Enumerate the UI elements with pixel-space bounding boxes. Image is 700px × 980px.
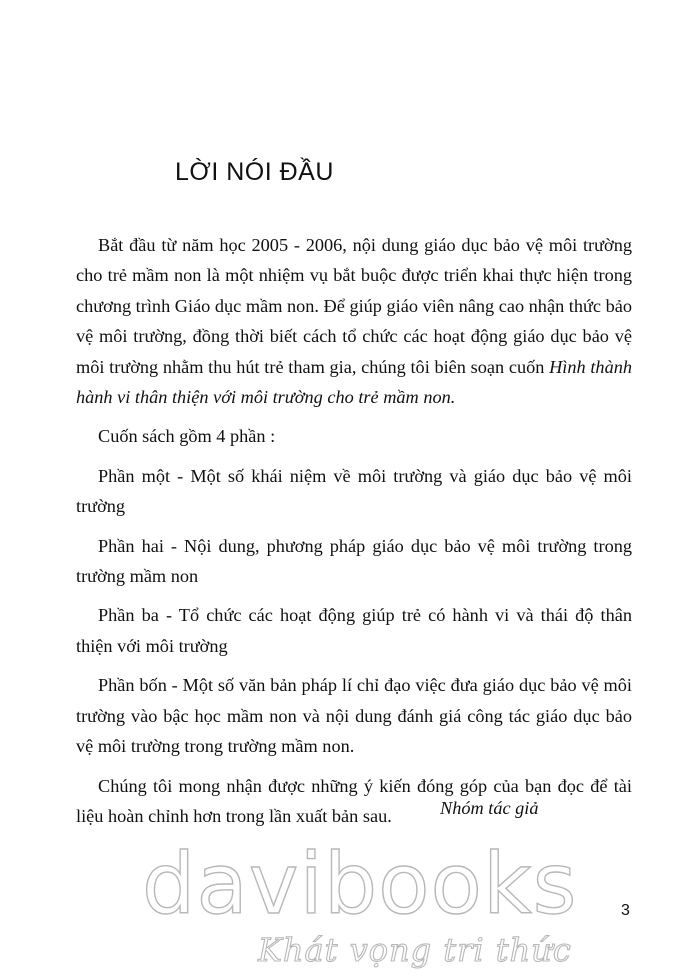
intro-text: Bắt đầu từ năm học 2005 - 2006, nội dung giáo dục bảo vệ môi trường cho trẻ mầm non là một nhiệm vụ bắt buộc được triển khai thực hiện trong chương trình Giáo dục mầm non. Để giúp giáo viên nâng cao nhận thức bảo vệ môi trường, đồng thời biết cách tổ chức các hoạt động giáo dục bảo vệ môi trường nhằm thu hút trẻ tham gia, chúng tôi biên soạn cuốn bbox=[76, 235, 632, 377]
preface-body bbox=[76, 230, 632, 831]
intro-paragraph bbox=[76, 230, 632, 412]
page-number: 3 bbox=[621, 902, 630, 919]
closing-paragraph: Chúng tôi mong nhận được những ý kiến đóng góp của bạn đọc để tài liệu hoàn chỉnh hơn trong lần xuất bản sau. bbox=[76, 775, 632, 826]
signature: Nhóm tác giả bbox=[440, 798, 539, 818]
watermark-tagline: Khát vọng tri thức bbox=[258, 931, 572, 969]
part-one: Phần một - Một số khái niệm về môi trường và giáo dục bảo vệ môi trường bbox=[76, 465, 632, 517]
page-title: LỜI NÓI ĐẦU bbox=[175, 158, 334, 186]
part-four: Phần bốn - Một số văn bản pháp lí chỉ đạo việc đưa giáo dục bảo vệ môi trường vào bậc học mầm non và nội dung đánh giá công tác giáo dục bảo vệ môi trường trong trường mầm non. bbox=[76, 675, 632, 757]
parts-intro: Cuốn sách gồm 4 phần : bbox=[98, 426, 276, 447]
watermark-brand: davibooks bbox=[142, 835, 578, 933]
book-title: Hình thành hành vi thân thiện với môi trường cho trẻ mầm non. bbox=[76, 356, 632, 408]
part-two: Phần hai - Nội dung, phương pháp giáo dục bảo vệ môi trường trong trường mầm non bbox=[76, 535, 632, 587]
part-three: Phần ba - Tổ chức các hoạt động giúp trẻ có hành vi và thái độ thân thiện với môi trường bbox=[76, 605, 632, 656]
